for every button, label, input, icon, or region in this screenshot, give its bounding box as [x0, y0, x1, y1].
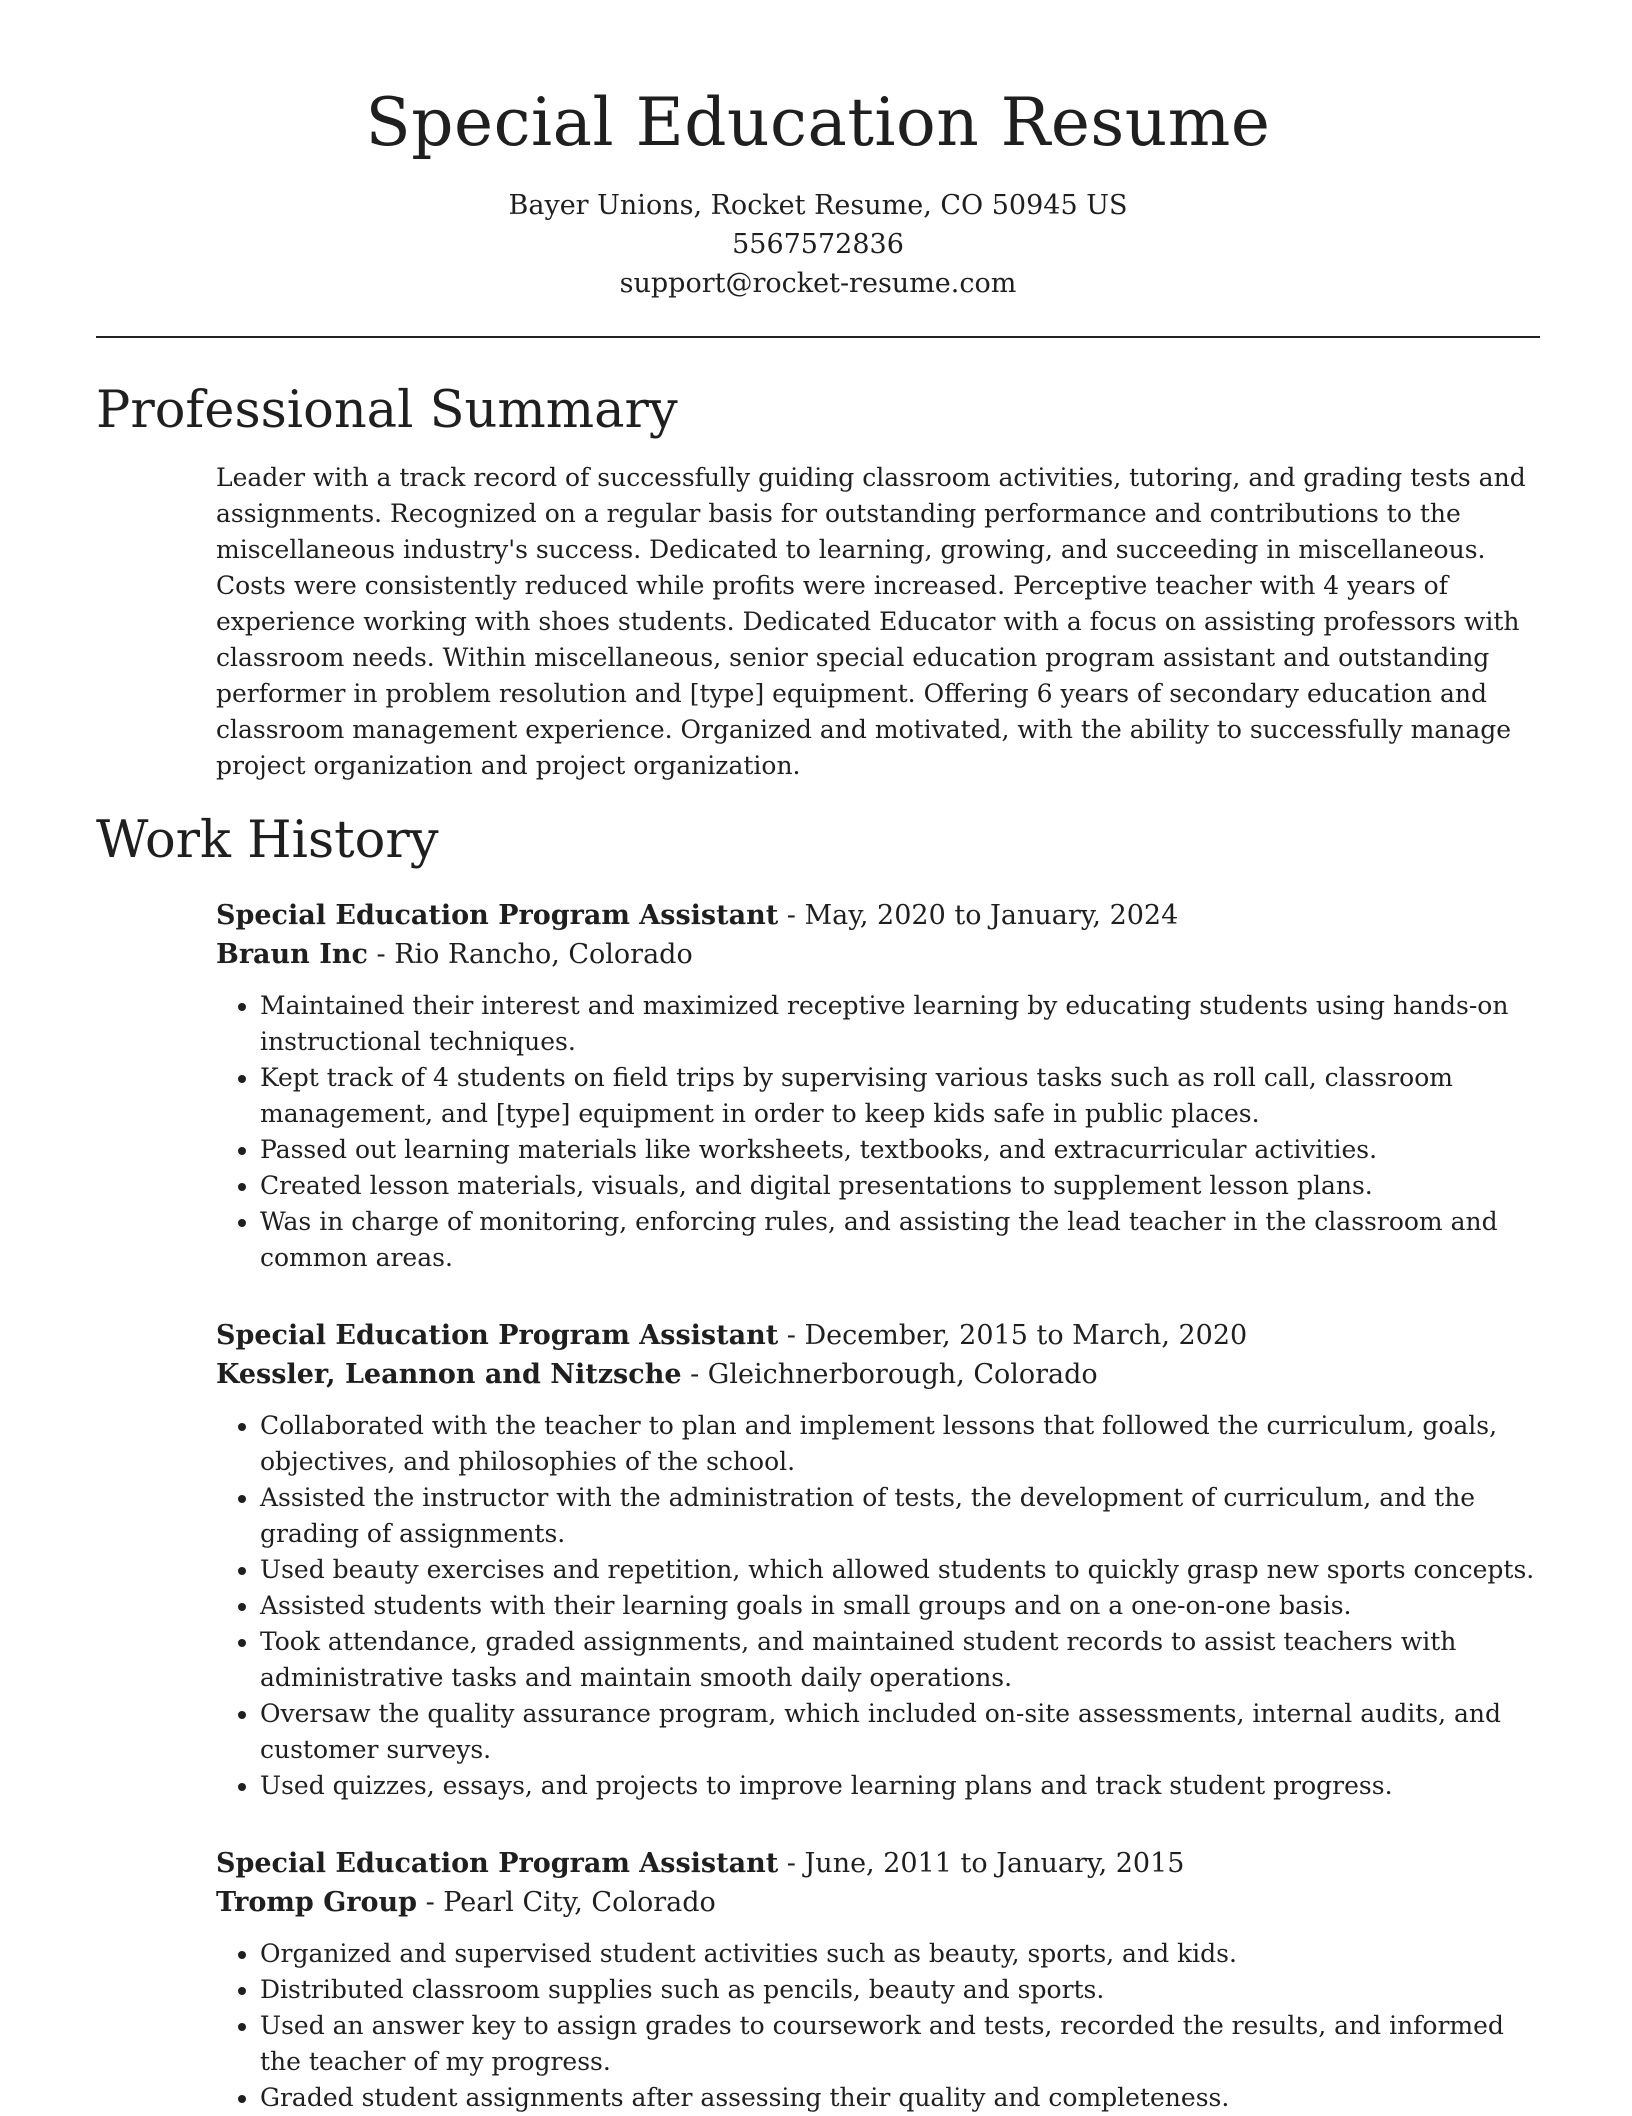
job-entry-1	[216, 896, 1540, 1276]
list-item: • Oversaw the quality assurance program, which included on-site assessments, internal audits, and customer surveys.	[260, 1696, 1540, 1768]
job-entry-2	[216, 1316, 1540, 1804]
list-item: • Used beauty exercises and repetition, which allowed students to quickly grasp new sports concepts.	[260, 1552, 1540, 1588]
job-title: Special Education Program Assistant	[216, 1320, 779, 1351]
contact-email: support@rocket-resume.com	[619, 268, 1017, 299]
job-dates: - May, 2020 to January, 2024	[778, 900, 1179, 931]
list-item: • Assisted students with their learning goals in small groups and on a one-on-one basis.	[260, 1588, 1540, 1624]
list-item: • Took attendance, graded assignments, and maintained student records to assist teachers with administrative tasks and maintain smooth daily operations.	[260, 1624, 1540, 1696]
list-item: • Graded student assignments after assessing their quality and completeness.	[260, 2080, 1540, 2116]
list-item: • Created lesson materials, visuals, and digital presentations to supplement lesson plans.	[260, 1168, 1540, 1204]
list-item: • Kept track of 4 students on field trips by supervising various tasks such as roll call, classroom management, and [type] equipment in order to keep kids safe in public places.	[260, 1060, 1540, 1132]
list-item: • Passed out learning materials like worksheets, textbooks, and extracurricular activities.	[260, 1132, 1540, 1168]
job-bullet-list	[216, 988, 1540, 1276]
job-entry-3	[216, 1844, 1540, 2116]
list-item: • Organized and supervised student activities such as beauty, sports, and kids.	[260, 1936, 1540, 1972]
list-item: • Was in charge of monitoring, enforcing rules, and assisting the lead teacher in the classroom and common areas.	[260, 1204, 1540, 1276]
job-location: - Gleichnerborough, Colorado	[681, 1359, 1098, 1390]
job-title-line	[216, 896, 1540, 935]
job-company: Braun Inc	[216, 939, 368, 970]
job-location: - Pearl City, Colorado	[417, 1887, 716, 1918]
summary-section	[216, 460, 1540, 784]
summary-heading: Professional Summary	[96, 381, 678, 440]
job-title: Special Education Program Assistant	[216, 1848, 779, 1879]
header-divider	[96, 336, 1540, 338]
job-company: Kessler, Leannon and Nitzsche	[216, 1359, 682, 1390]
job-title-line	[216, 1316, 1540, 1355]
work-history-heading: Work History	[96, 811, 439, 870]
contact-block	[96, 186, 1540, 303]
work-history-section	[216, 896, 1540, 2116]
job-location: - Rio Rancho, Colorado	[367, 939, 693, 970]
job-company-line	[216, 1355, 1540, 1394]
job-title-line	[216, 1844, 1540, 1883]
job-dates: - June, 2011 to January, 2015	[778, 1848, 1185, 1879]
page-title: Special Education Resume	[365, 84, 1271, 161]
summary-text: Leader with a track record of successfully guiding classroom activities, tutoring, and grading tests and assignments. Recognized on a regular basis for outstanding performance and contributions to the miscellaneous industry's success. Dedicated to learning, growing, and succeeding in miscellaneous. Costs were consistently reduced while profits were increased. Perceptive teacher with 4 years of experience working with shoes students. Dedicated Educator with a focus on assisting professors with classroom needs. Within miscellaneous, senior special education program assistant and outstanding performer in problem resolution and [type] equipment. Offering 6 years of secondary education and classroom management experience. Organized and motivated, with the ability to successfully manage project organization and project organization.	[216, 463, 1526, 780]
job-bullet-list	[216, 1936, 1540, 2116]
job-company-line	[216, 935, 1540, 974]
contact-address: Bayer Unions, Rocket Resume, CO 50945 US	[508, 190, 1128, 221]
job-title: Special Education Program Assistant	[216, 900, 779, 931]
job-dates: - December, 2015 to March, 2020	[778, 1320, 1248, 1351]
list-item: • Distributed classroom supplies such as pencils, beauty and sports.	[260, 1972, 1540, 2008]
job-company: Tromp Group	[216, 1887, 418, 1918]
list-item: • Assisted the instructor with the administration of tests, the development of curriculum, and the grading of assignments.	[260, 1480, 1540, 1552]
contact-phone: 5567572836	[732, 229, 904, 260]
resume-page	[96, 80, 1540, 2116]
list-item: • Collaborated with the teacher to plan and implement lessons that followed the curriculum, goals, objectives, and philosophies of the school.	[260, 1408, 1540, 1480]
list-item: • Used quizzes, essays, and projects to improve learning plans and track student progress.	[260, 1768, 1540, 1804]
list-item: • Maintained their interest and maximized receptive learning by educating students using hands-on instructional techniques.	[260, 988, 1540, 1060]
list-item: • Used an answer key to assign grades to coursework and tests, recorded the results, and informed the teacher of my progress.	[260, 2008, 1540, 2080]
job-company-line	[216, 1883, 1540, 1922]
job-bullet-list	[216, 1408, 1540, 1804]
resume-header	[96, 80, 1540, 303]
